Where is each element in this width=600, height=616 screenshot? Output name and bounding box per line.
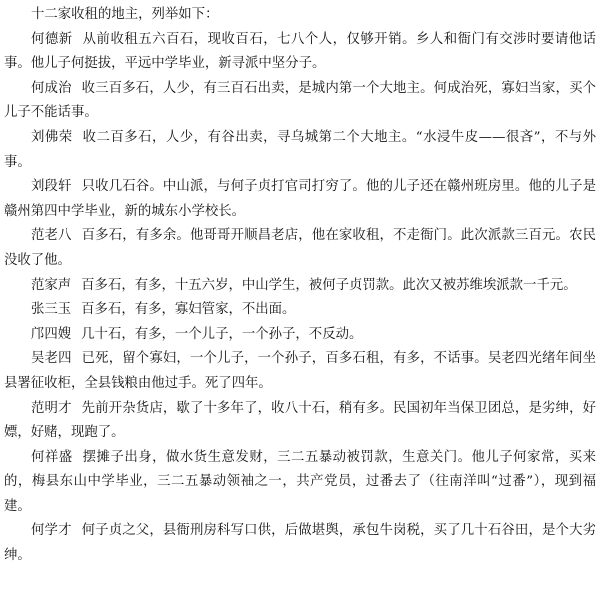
landlord-name: 范明才 xyxy=(31,400,72,416)
landlord-entry xyxy=(4,175,596,224)
landlord-description: 何子贞之父，县衙刑房科写口供，后做堪舆，承包牛岗税，买了几十石谷田，是个大劣绅。 xyxy=(4,523,597,564)
landlord-description: 已死，留个寡妇，一个儿子，一个孙子，百多石租，有多，不话事。吴老四光绪年间坐县署征收柜，全县钱粮由他过手。死了四年。 xyxy=(4,351,597,391)
landlord-entry xyxy=(4,126,596,175)
landlord-entry xyxy=(4,224,596,273)
landlord-description: 百多石，有多，十五六岁，中山学生，被何子贞罚款。此次又被苏维埃派款一千元。 xyxy=(81,277,577,293)
landlord-entry xyxy=(4,446,596,520)
landlord-entry xyxy=(4,323,596,348)
landlord-entry xyxy=(4,77,596,126)
landlord-name: 邝四嫂 xyxy=(31,326,72,342)
landlord-name: 刘段轩 xyxy=(31,179,72,195)
landlord-list xyxy=(4,28,596,569)
landlord-name: 何祥盛 xyxy=(31,449,73,465)
landlord-description: 几十石，有多，一个儿子，一个孙子，不反动。 xyxy=(81,326,363,342)
landlord-name: 何学才 xyxy=(31,523,72,539)
landlord-name: 张三玉 xyxy=(31,302,72,318)
landlord-entry xyxy=(4,274,596,299)
landlord-description: 先前开杂货店，歇了十多年了，收八十石，稍有多。民国初年当保卫团总，是劣绅，好嫖，好赌，现跑了。 xyxy=(4,400,597,441)
landlord-entry xyxy=(4,28,596,77)
landlord-entry xyxy=(4,347,596,396)
landlord-entry xyxy=(4,397,596,446)
landlord-description: 从前收租五六百石，现收百石，七八个人，仅够开销。乡人和衙门有交涉时要请他话事。他儿子何挺拔，平远中学毕业，新寻派中坚分子。 xyxy=(4,31,597,72)
landlord-description: 百多石，有多，寡妇管家，不出面。 xyxy=(81,302,296,318)
landlord-name: 刘佛荣 xyxy=(31,129,73,145)
landlord-entry xyxy=(4,519,596,568)
intro-line: 十二家收租的地主，列举如下： xyxy=(31,7,219,22)
landlord-name: 何德新 xyxy=(31,31,73,47)
landlord-description: 百多石，有多余。他哥哥开顺昌老店，他在家收租，不走衙门。此次派款三百元。农民没收了他。 xyxy=(4,228,597,268)
landlord-description: 收三百多石，人少，有三百石出卖，是城内第一个大地主。何成治死，寡妇当家，买个儿子不能话事。 xyxy=(4,80,597,121)
landlord-name: 范老八 xyxy=(31,228,72,244)
landlord-description: 只收几石谷。中山派，与何子贞打官司打穷了。他的儿子还在赣州班房里。他的儿子是赣州第四中学毕业，新的城东小学校长。 xyxy=(4,179,597,219)
landlord-description: 摆摊子出身，做水货生意发财，三二五暴动被罚款，生意关门。他儿子何家常，买来的，梅县东山中学毕业，三二五暴动领袖之一，共产党员，过番去了（往南洋叫“过番”），现到福建。 xyxy=(4,449,597,514)
landlord-name: 何成治 xyxy=(31,80,72,96)
landlord-name: 范家声 xyxy=(31,277,72,293)
landlord-description: 收二百多石，人少，有谷出卖，寻乌城第二个大地主。“水浸牛皮——很吝”，不与外事。 xyxy=(4,129,596,170)
landlord-entry xyxy=(4,298,596,323)
landlord-name: 吴老四 xyxy=(31,351,72,367)
